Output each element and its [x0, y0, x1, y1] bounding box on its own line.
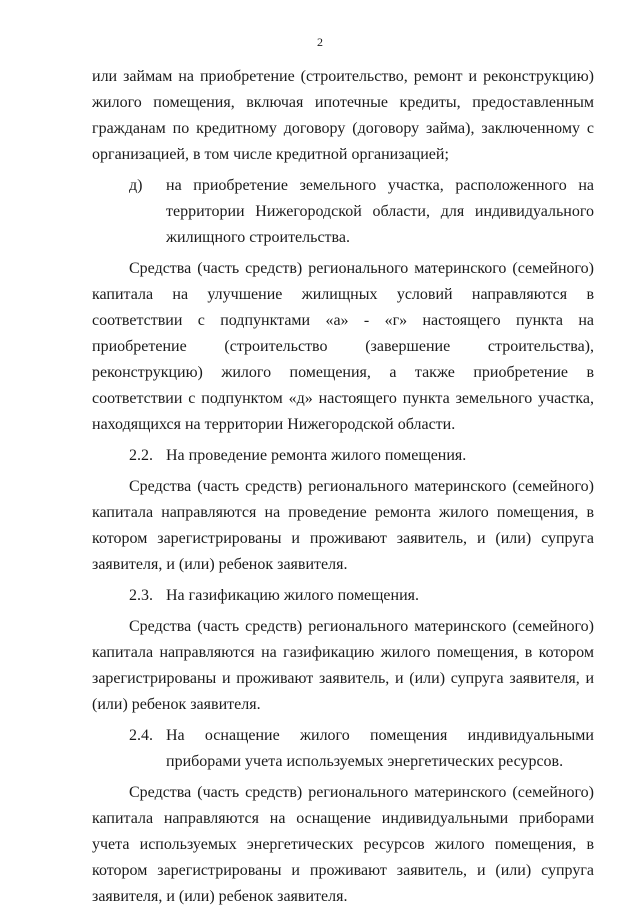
section-2-3-title: На газификацию жилого помещения. — [166, 587, 419, 604]
section-2-2-number: 2.2. — [129, 447, 153, 464]
paragraph-gasification: Средства (часть средств) регионального материнского (семейного) капитала направляются на газификацию жилого помещения, в котором зарегистрированы и проживают заявитель, и (или) супруга заявителя, и (или) ребенок заявителя. — [92, 618, 594, 713]
section-2-2-title: На проведение ремонта жилого помещения. — [166, 447, 467, 464]
page-number: 2 — [317, 35, 323, 49]
section-2-3-number: 2.3. — [129, 587, 153, 604]
section-2-4-number: 2.4. — [129, 727, 153, 744]
document-body — [92, 64, 594, 910]
paragraph-housing-conditions: Средства (часть средств) регионального материнского (семейного) капитала на улучшение жилищных условий направляются в соответствии с подпунктами «а» - «г» настоящего пункта на приобретение (строительство (завершение строительства), реконструкцию) жилого помещения, а также приобретение в соответствии с подпунктом «д» настоящего пункта земельного участка, находящихся на территории Нижегородской области. — [92, 260, 594, 433]
paragraph-loans: или займам на приобретение (строительство, ремонт и реконструкцию) жилого помещения, включая ипотечные кредиты, предоставленным гражданам по кредитному договору (договору займа), заключенному с организацией, в том числе кредитной организацией; — [92, 68, 594, 163]
subitem-d — [92, 173, 594, 251]
subitem-d-text: на приобретение земельного участка, расположенного на территории Нижегородской области, для индивидуального жилищного строительства. — [166, 177, 594, 246]
section-2-2-heading — [92, 443, 594, 469]
paragraph-metering: Средства (часть средств) регионального материнского (семейного) капитала направляются на оснащение индивидуальными приборами учета используемых энергетических ресурсов жилого помещения, в котором зарегистрированы и проживают заявитель, и (или) супруга заявителя, и (или) ребенок заявителя. — [92, 784, 594, 905]
section-2-4-heading — [92, 723, 594, 775]
section-2-4-title: На оснащение жилого помещения индивидуальными приборами учета используемых энергетических ресурсов. — [166, 727, 594, 770]
section-2-3-heading — [92, 583, 594, 609]
paragraph-repair: Средства (часть средств) регионального материнского (семейного) капитала направляются на проведение ремонта жилого помещения, в котором зарегистрированы и проживают заявитель, и (или) супруга заявителя, и (или) ребенок заявителя. — [92, 478, 594, 573]
subitem-d-label: д) — [129, 177, 143, 194]
